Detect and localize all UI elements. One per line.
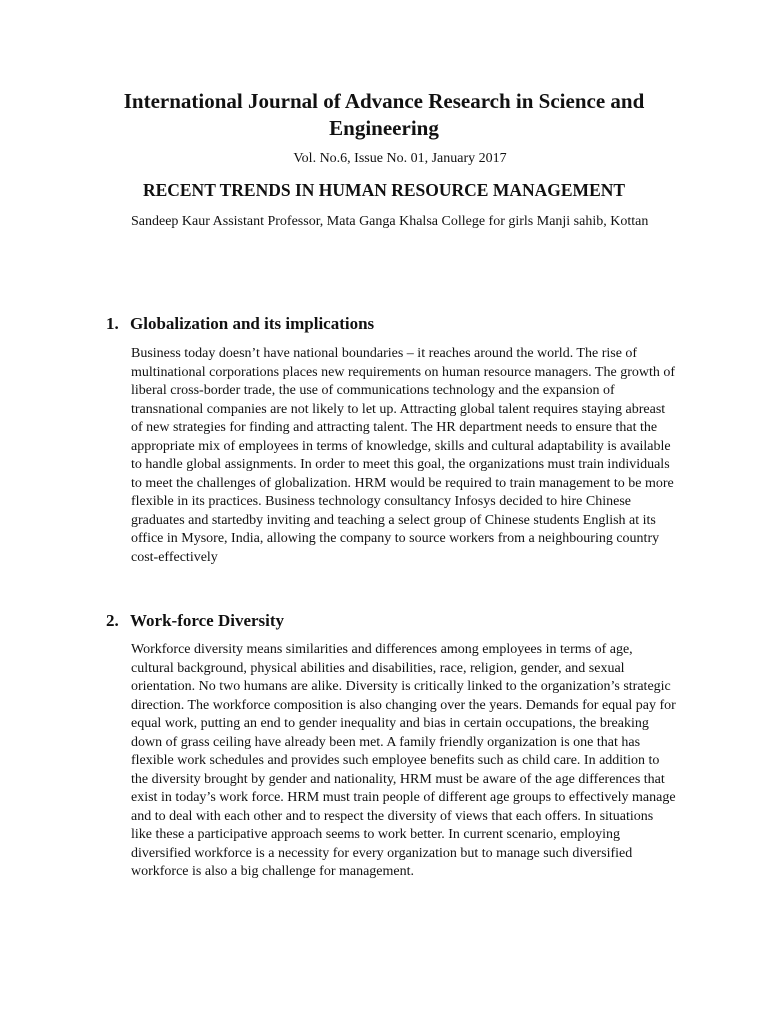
section-heading-workforce-diversity [106, 610, 666, 632]
paper-title: RECENT TRENDS IN HUMAN RESOURCE MANAGEMENT [142, 180, 626, 200]
section-body-workforce-diversity: Workforce diversity means similarities and differences among employees in terms of age, cultural background, physical abilities and disabilities, race, religion, gender, and sexual orientation. No two humans are alike. Diversity is critically linked to the organization’s strategic direction. The workforce composition is also changing over the years. Demands for equal pay for equal work, putting an end to gender inequality and bias in certain occupations, the breaking down of grass ceiling have already been met. A family friendly organization is one that has flexible work schedules and provides such employee benefits such as child care. In addition to the diversity brought by gender and nationality, HRM must be aware of the age differences that exist in today’s work force. HRM must train people of different age groups to effectively manage and to deal with each other and to respect the diversity of views that each offers. In situations like these a participative approach seems to work better. In current scenario, employing diversified workforce is a necessity for every organization but to manage such diversified workforce is also a big challenge for management. [131, 642, 676, 879]
journal-title: International Journal of Advance Research in Science and Engineering [123, 89, 645, 140]
section-number: 2. [106, 611, 119, 630]
issue-line: Vol. No.6, Issue No. 01, January 2017 [293, 151, 507, 166]
section-number: 1. [106, 314, 119, 333]
section-heading-text: Globalization and its implications [130, 314, 375, 333]
section-body-globalization: Business today doesn’t have national boundaries – it reaches around the world. The rise of multinational corporations places new requirements on human resource managers. The growth of liberal cross-border trade, the use of communications technology and the expansion of transnational companies are not likely to let up. Attracting global talent requires staying abreast of new strategies for finding and attracting talent. The HR department needs to ensure that the appropriate mix of employees in terms of knowledge, skills and cultural adaptability is available to handle global assignments. In order to meet this goal, the organizations must train individuals to meet the challenges of globalization. HRM would be required to train management to be more flexible in its practices. Business technology consultancy Infosys decided to hire Chinese graduates and startedby inviting and teaching a select group of Chinese students English at its office in Mysore, India, allowing the company to source workers from a neighbouring country cost-effectively [131, 346, 676, 565]
section-heading-text: Work-force Diversity [130, 611, 285, 630]
section-heading-globalization [106, 313, 666, 335]
author-affiliation: Sandeep Kaur Assistant Professor, Mata Ganga Khalsa College for girls Manji sahib, Kottan [131, 214, 649, 229]
